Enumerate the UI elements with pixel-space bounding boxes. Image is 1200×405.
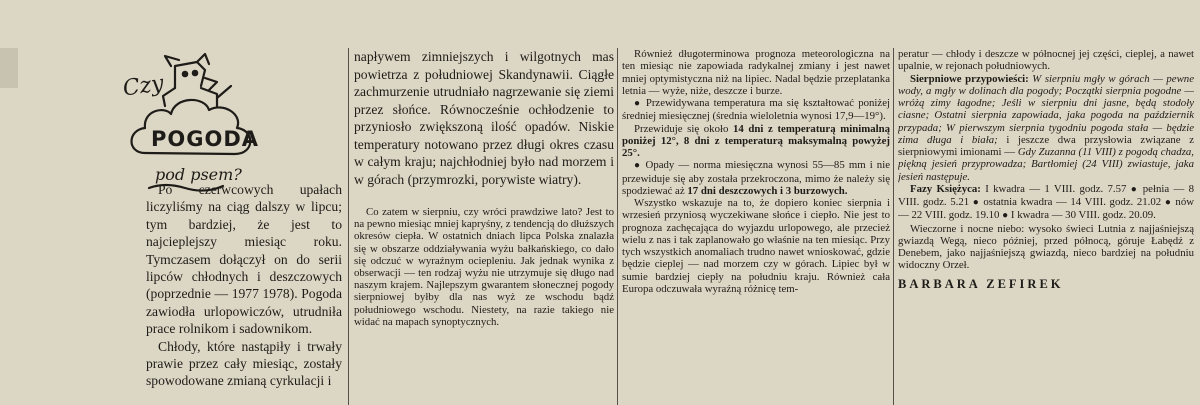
paragraph-text: I kwadra — 30 VIII. godz. 20.09. xyxy=(1010,209,1156,222)
paragraph-text: I kwadra — 1 VIII. godz. 7.57 xyxy=(985,182,1127,195)
paragraph-text: ostatnia kwadra — 14 VIII. godz. 21.02 xyxy=(983,196,1162,208)
article-column-2 xyxy=(354,48,614,405)
bullet-icon: ● xyxy=(634,98,642,109)
paragraph-text: Przewiduje się około xyxy=(634,122,729,135)
paragraph-text: i jeszcze dwa przysłowia związane z sierpniowymi imionami — xyxy=(898,133,1194,158)
article-column-4 xyxy=(898,48,1194,405)
italic-text: W sierpniu mgły w górach — pewne wody, a mgły w dolinach dla pogody; Początki sierpnia pogodne — wróżą zimy łagodne; Jeśli w sierpniu dni jasne, będą stodoły ciasne; Ostatni sierpnia zapowiada, jaka pogoda na październik przypada; W pierwszym sierpnia tygodniu pogoda stała — będzie zima długa i biała; xyxy=(898,72,1194,146)
paragraph xyxy=(898,183,1194,223)
paragraph xyxy=(622,97,890,123)
logo-word-pod-psem: pod psem? xyxy=(155,165,242,184)
bold-text: 17 dni deszczowych i 3 burzowych. xyxy=(687,184,848,197)
paragraph-text: pełnia — 8 VIII. godz. 5.21 xyxy=(898,182,1194,208)
article-column-3 xyxy=(622,48,890,405)
paragraph: Wszystko wskazuje na to, że dopiero koniec sierpnia i wrzesień przyniosą wyczekiwane słońce i ciepło. Nie jest to prognoza zachęcająca do wyjazdu urlopowego, ale przecież wielu z nas i tak zaplanowało go właśnie na ten miesiąc. Przy tych wszystkich anomaliach trudno nawet wnioskować, gdzie będzie cieplej — nad morzem czy w górach. Lipiec był w sumie bardziej ciepły na południu kraju. Również cała Europa odczuwała wyraźną różnicę tem- xyxy=(622,197,890,295)
italic-text: Gdy Zuzanna (11 VIII) z pogodą chadza, piękną jesień przyprowadza; Bartłomiej (24 VIII) zwiastuje, jaka jesień następuje. xyxy=(898,146,1194,183)
bullet-icon: ● xyxy=(634,160,642,172)
bold-text: 14 dni z temperaturą minimalną poniżej 12°, 8 dni z temperaturą maksymalną powyżej 25°. xyxy=(622,122,890,159)
paragraph-text: Opady — norma miesięczna wynosi 55—85 mm i nie przewiduje się aby została przekroczona, mimo że należy się spodziewać aż xyxy=(622,159,890,197)
bullet-icon: ● xyxy=(1164,197,1172,208)
column-divider xyxy=(348,48,349,405)
left-margin-fragment xyxy=(0,48,18,88)
paragraph: napływem zimniejszych i wilgotnych mas powietrza z południowej Skandynawii. Ciągłe zachmurzenie utrudniało nagrzewanie się ziemi przez słońce. Równocześnie ochłodzenie to przyniosło zwiększoną ilość opadów. Niskie temperatury notowano przez długi okres czasu w całym kraju; najchłodniej było nad morzem i w górach (przymrozki, porywiste wiatry). xyxy=(354,49,614,187)
paragraph: Po czerwcowych upałach liczyliśmy na ciąg dalszy w lipcu; tym bardziej, że jest to najcieplejszy miesiąc roku. Tymczasem dołączył on do serii lipców chłodnych i deszczowych (poprzednie — 1977 1978). Pogoda zawiodła urlopowiczów, utrudniła prace rolnikom i sadownikom. xyxy=(146,182,342,337)
paragraph: peratur — chłody i deszcze w północnej jej części, cieplej, a nawet upalnie, w rejonach południowych. xyxy=(898,48,1194,73)
paragraph: Co zatem w sierpniu, czy wróci prawdziwe lato? Jest to na pewno miesiąc mniej kapryśny, z tendencją do dłuższych okresów ciepła. W ostatnich dniach lipca Polska znalazła się w obszarze oddziaływania wyżu bałkańskiego, co dało się odczuć w wyraźnym ociepleniu. Jak jednak wynika z obserwacji — ten rodzaj wyżu nie utrzymuje się długo nad naszym krajem. Najlepszym gwarantem słonecznej pogody sierpniowej byłby dla nas wyż ze wschodu bądź południowego wschodu. Niestety, na razie takiego nie widać na mapach synoptycznych. xyxy=(354,206,614,328)
bullet-icon: ● xyxy=(972,197,980,208)
paragraph: Chłody, które nastąpiły i trwały prawie przez cały miesiąc, zostały spowodowane zmianą cyrkulacji i xyxy=(146,338,342,389)
pogoda-pod-psem-logo xyxy=(105,48,265,198)
paragraph xyxy=(622,123,890,160)
paragraph-text: nów — 22 VIII. godz. 19.10 xyxy=(898,196,1194,222)
logo-word-pogoda: POGODA xyxy=(151,127,260,151)
bold-label: Fazy Księżyca: xyxy=(910,182,981,195)
bullet-icon: ● xyxy=(1002,210,1009,222)
paragraph: Wieczorne i nocne niebo: wysoko świeci Lutnia z najjaśniejszą gwiazdą Wegą, nieco później, przed północą, góruje Łabędź z Denebem, jako najjaśniejszą gwiazdą, nieco bardziej na południu widoczny Orzeł. xyxy=(898,222,1194,272)
bold-label: Sierpniowe przypowieści: xyxy=(910,72,1029,85)
column-divider xyxy=(893,48,894,405)
paragraph: Również długoterminowa prognoza meteorologiczna na ten miesiąc nie zapowiada radykalnej zmiany i jest nawet mniej optymistyczna niż na lipiec. Nadal będzie przeplatanka letnia — wyże, niże, deszcze i burze. xyxy=(622,48,890,97)
bullet-icon: ● xyxy=(1130,183,1139,195)
paragraph xyxy=(898,73,1194,183)
paragraph-text: Przewidywana temperatura ma się kształtować poniżej średniej miesięcznej (średnia wieloletnia wynosi 17,9—19°). xyxy=(622,97,890,123)
author-signature: BARBARA ZEFIREK xyxy=(898,276,1064,291)
article-column-1 xyxy=(146,181,342,405)
column-divider xyxy=(617,48,618,405)
logo-word-czy: Czy xyxy=(121,71,166,102)
paragraph xyxy=(622,159,890,197)
